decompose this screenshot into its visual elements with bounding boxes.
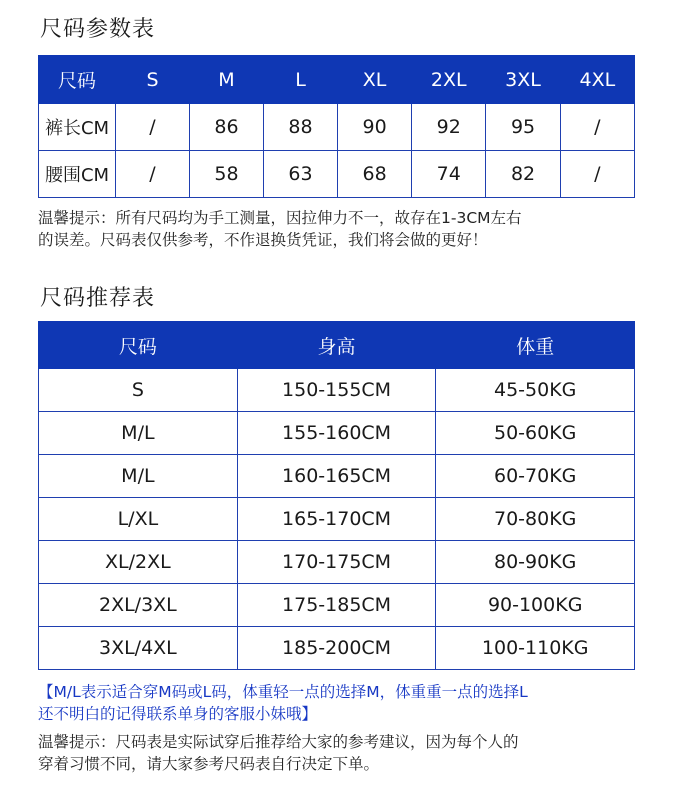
header-size: 尺码 bbox=[39, 56, 116, 104]
header-l: L bbox=[263, 56, 337, 104]
table-cell: 45-50KG bbox=[436, 369, 635, 412]
table-cell: / bbox=[560, 104, 634, 151]
size-params-header-row bbox=[39, 56, 635, 104]
table-cell: 70-80KG bbox=[436, 498, 635, 541]
table-cell: 155-160CM bbox=[237, 412, 436, 455]
table-cell: / bbox=[116, 151, 190, 198]
table-cell: M/L bbox=[39, 455, 238, 498]
header-3xl: 3XL bbox=[486, 56, 560, 104]
table-cell: / bbox=[116, 104, 190, 151]
table-row bbox=[39, 541, 635, 584]
row-label-length: 裤长CM bbox=[39, 104, 116, 151]
recommend-note bbox=[38, 731, 648, 775]
table-cell: XL/2XL bbox=[39, 541, 238, 584]
size-params-title: 尺码参数表 bbox=[40, 17, 156, 42]
table-cell: S bbox=[39, 369, 238, 412]
table-cell: 90 bbox=[338, 104, 412, 151]
table-cell: 50-60KG bbox=[436, 412, 635, 455]
table-row bbox=[39, 104, 635, 151]
table-cell: 90-100KG bbox=[436, 584, 635, 627]
note-line: 穿着习惯不同，请大家参考尺码表自行决定下单。 bbox=[38, 755, 380, 773]
table-cell: 3XL/4XL bbox=[39, 627, 238, 670]
measurement-note bbox=[38, 207, 648, 251]
table-row bbox=[39, 498, 635, 541]
header-4xl: 4XL bbox=[560, 56, 634, 104]
size-recommend-table bbox=[38, 321, 635, 670]
note-line: 温馨提示：尺码表是实际试穿后推荐给大家的参考建议，因为每个人的 bbox=[38, 733, 519, 751]
table-cell: 185-200CM bbox=[237, 627, 436, 670]
table-cell: 80-90KG bbox=[436, 541, 635, 584]
table-cell: 86 bbox=[189, 104, 263, 151]
table-cell: 60-70KG bbox=[436, 455, 635, 498]
table-cell: 150-155CM bbox=[237, 369, 436, 412]
table-cell: M/L bbox=[39, 412, 238, 455]
table-cell: 100-110KG bbox=[436, 627, 635, 670]
header-weight: 体重 bbox=[436, 322, 635, 369]
size-explanation-highlight bbox=[38, 681, 668, 725]
size-params-table bbox=[38, 55, 635, 198]
table-cell: 175-185CM bbox=[237, 584, 436, 627]
highlight-line: 【M/L表示适合穿M码或L码，体重轻一点的选择M，体重重一点的选择L bbox=[38, 683, 528, 701]
table-cell: 63 bbox=[263, 151, 337, 198]
header-height: 身高 bbox=[237, 322, 436, 369]
size-recommend-header-row bbox=[39, 322, 635, 369]
note-line: 的误差。尺码表仅供参考，不作退换货凭证，我们将会做的更好！ bbox=[38, 231, 488, 249]
table-cell: 165-170CM bbox=[237, 498, 436, 541]
table-cell: 170-175CM bbox=[237, 541, 436, 584]
table-cell: 58 bbox=[189, 151, 263, 198]
table-cell: L/XL bbox=[39, 498, 238, 541]
table-cell: 74 bbox=[412, 151, 486, 198]
header-m: M bbox=[189, 56, 263, 104]
note-line: 温馨提示：所有尺码均为手工测量，因拉伸力不一，故存在1-3CM左右 bbox=[38, 209, 522, 227]
table-row bbox=[39, 627, 635, 670]
table-cell: 88 bbox=[263, 104, 337, 151]
table-row bbox=[39, 369, 635, 412]
table-cell: 2XL/3XL bbox=[39, 584, 238, 627]
header-xl: XL bbox=[338, 56, 412, 104]
row-label-waist: 腰围CM bbox=[39, 151, 116, 198]
table-row bbox=[39, 412, 635, 455]
table-row bbox=[39, 584, 635, 627]
highlight-line: 还不明白的记得联系单身的客服小妹哦】 bbox=[38, 705, 318, 723]
table-row bbox=[39, 151, 635, 198]
table-cell: 160-165CM bbox=[237, 455, 436, 498]
table-cell: / bbox=[560, 151, 634, 198]
table-cell: 68 bbox=[338, 151, 412, 198]
size-recommend-title: 尺码推荐表 bbox=[40, 286, 156, 311]
header-2xl: 2XL bbox=[412, 56, 486, 104]
table-cell: 82 bbox=[486, 151, 560, 198]
table-row bbox=[39, 455, 635, 498]
header-size: 尺码 bbox=[39, 322, 238, 369]
header-s: S bbox=[116, 56, 190, 104]
table-cell: 95 bbox=[486, 104, 560, 151]
table-cell: 92 bbox=[412, 104, 486, 151]
